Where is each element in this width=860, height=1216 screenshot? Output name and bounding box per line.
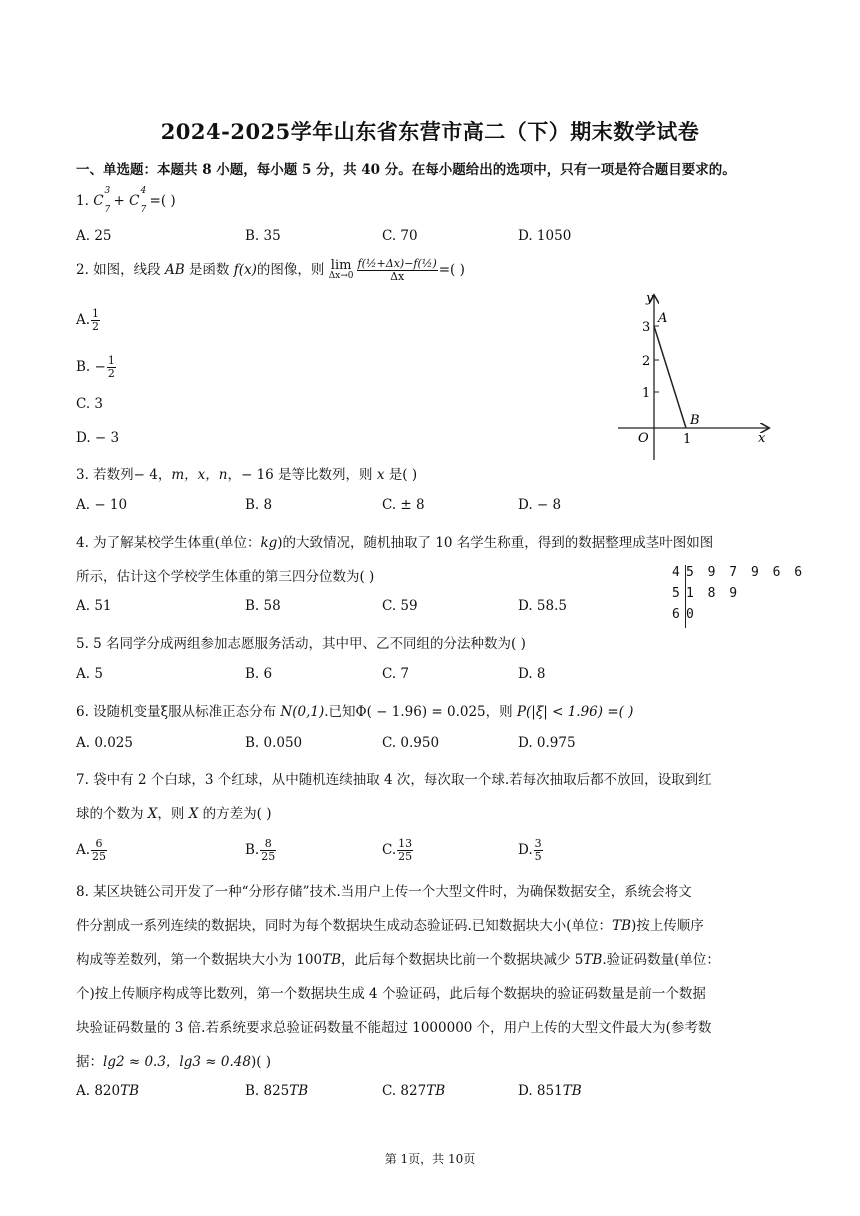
stem-and-leaf-plot [672, 565, 805, 628]
q2-text-mid: 是函数 [184, 262, 234, 278]
q4-option-c: C. 59 [382, 598, 418, 614]
limit-symbol [328, 257, 354, 282]
point-b-label: B [690, 413, 700, 428]
line-segment-graph [610, 288, 780, 463]
q2-option-d: D. − 3 [76, 430, 120, 446]
x-axis-label: x [758, 431, 766, 446]
q7-text-pre: 球的个数为 [76, 806, 148, 822]
leaves: 0 [686, 607, 697, 622]
frac-num: 6 [91, 838, 107, 851]
combination-expression: C 3 $_7$ + C 4 $_7$ [93, 186, 147, 215]
option-text: A. 820 [76, 1083, 121, 1099]
question-number: 1. [76, 193, 89, 209]
question-6 [76, 700, 633, 720]
q7-text-mid: ，则 [157, 806, 189, 822]
q8-option-b [245, 1083, 308, 1099]
q1-option-a: A. 25 [76, 228, 112, 244]
q3-tail: 是( ) [384, 467, 418, 483]
q8-option-a [76, 1083, 139, 1099]
x-tick-label-1: 1 [683, 432, 692, 447]
stem-row-6 [672, 607, 805, 628]
q8-option-d [518, 1083, 582, 1099]
question-8-line-6 [76, 1050, 271, 1070]
frac-den: 2 [92, 320, 100, 333]
q8-ref-lg2: lg2 ≈ 0.3， [103, 1054, 180, 1070]
q3-option-d: D. − 8 [518, 497, 562, 513]
question-7-line-2 [76, 802, 271, 822]
leaves: 1 8 9 [686, 586, 741, 601]
q1-option-c: C. 70 [382, 228, 418, 244]
q5-option-b: B. 6 [245, 666, 273, 682]
page-footer: 第 1页，共 10页 [384, 1152, 476, 1166]
frac-den: 2 [107, 367, 115, 380]
q3-text-mid: ，− 16 是等比数列，则 [227, 467, 377, 483]
y-axis-label: y [646, 291, 654, 306]
q3-text-pre: 3. 若数列− 4， [76, 467, 172, 483]
option-text: C. 827 [382, 1083, 427, 1099]
question-8-line-5: 块验证码数量的 3 倍.若系统要求总验证码数量不能超过 1000000 个，用户上传的大型文件最大为(参考数 [76, 1020, 712, 1036]
origin-label: O [638, 431, 649, 446]
q8-text: 据： [76, 1054, 103, 1070]
q8-unit: TB [289, 1083, 309, 1099]
y-tick-label-3: 3 [642, 320, 651, 335]
q8-text: )按上传顺序 [631, 918, 704, 934]
stem: 5 [672, 586, 683, 601]
stem-divider [685, 565, 686, 628]
q8-unit: TB [612, 918, 631, 934]
y-tick-label-1: 1 [642, 386, 651, 401]
option-label: B. [245, 842, 260, 858]
frac-num: 3 [534, 837, 542, 850]
q7-option-b [245, 838, 277, 863]
q6-option-b: B. 0.050 [245, 735, 303, 751]
q8-text: )( ) [250, 1054, 272, 1070]
q6-distribution: N(0,1) [280, 704, 325, 720]
q6-text-pre: 6. 设随机变量ξ服从标准正态分布 [76, 704, 281, 720]
q2-text-pre: 2. 如图，线段 [76, 262, 165, 278]
q7-text-post: 的方差为( ) [198, 806, 272, 822]
q6-text-mid: .已知Φ( − 1.96) = 0.025，则 [324, 704, 517, 720]
q4-option-d: D. 58.5 [518, 598, 567, 614]
q3-vars: m，x，n [171, 467, 228, 483]
q5-option-d: D. 8 [518, 666, 546, 682]
q8-unit: TB [120, 1083, 140, 1099]
q6-probability: P(|ξ| < 1.96) =( ) [516, 704, 634, 720]
frac-numerator: f(½+Δx)−f(½) [357, 257, 437, 270]
question-5: 5. 5 名同学分成两组参加志愿服务活动，其中甲、乙不同组的分法种数为( ) [76, 636, 526, 652]
q8-unit: TB [426, 1083, 446, 1099]
q1-option-d: D. 1050 [518, 228, 572, 244]
q5-option-a: A. 5 [76, 666, 103, 682]
q4-text-post: )的大致情况，随机抽取了 10 名学生称重，得到的数据整理成茎叶图如图 [277, 535, 714, 551]
section-heading: 一、单选题：本题共 8 小题，每小题 5 分，共 40 分。在每小题给出的选项中，只有一项是符合题目要求的。 [76, 162, 736, 178]
q7-var: X [147, 806, 158, 822]
q6-option-c: C. 0.950 [382, 735, 440, 751]
frac-num: 1 [92, 307, 100, 320]
question-8-line-3 [76, 948, 720, 968]
lim-top: lim [330, 257, 352, 273]
q2-option-b [76, 355, 117, 380]
question-2 [76, 258, 465, 283]
stem-row-5 [672, 586, 805, 607]
frac-num: 13 [398, 837, 413, 850]
frac-num: 1 [107, 354, 115, 367]
q2-function: f(x) [233, 262, 257, 278]
frac-den: 5 [534, 850, 542, 863]
question-1 [76, 186, 176, 215]
q8-text: .验证码数量(单位： [602, 952, 720, 968]
q6-option-a: A. 0.025 [76, 735, 133, 751]
frac-denominator: Δx [390, 270, 405, 283]
q8-ref-lg3: lg3 ≈ 0.48 [179, 1054, 251, 1070]
stem: 4 [672, 565, 683, 580]
frac-den: 25 [261, 850, 276, 863]
option-label: A. [76, 312, 91, 328]
q8-unit: TB [562, 1083, 582, 1099]
y-tick-label-2: 2 [642, 354, 651, 369]
segment-ab [654, 326, 686, 428]
option-label: B. − [76, 359, 106, 375]
difference-quotient [357, 258, 438, 283]
q3-option-b: B. 8 [245, 497, 273, 513]
q8-text: 构成等差数列，第一个数据块大小为 100 [76, 952, 323, 968]
leaves: 5 9 7 9 6 6 [686, 565, 806, 580]
q8-text: ，此后每个数据块比前一个数据块减少 5 [341, 952, 584, 968]
stem-row-4 [672, 565, 805, 586]
q4-option-b: B. 58 [245, 598, 281, 614]
question-7-line-1: 7. 袋中有 2 个白球，3 个红球，从中随机连续抽取 4 次，每次取一个球.若每次抽取后都不放回，设取到红 [76, 772, 712, 788]
question-3 [76, 463, 417, 483]
q3-x: x [376, 467, 385, 483]
q7-option-a [76, 838, 108, 863]
q7-option-d [518, 838, 544, 863]
q6-option-d: D. 0.975 [518, 735, 576, 751]
point-a-label: A [658, 311, 668, 326]
page-title: 2024-2025学年山东省东营市高二（下）期末数学试卷 [160, 119, 700, 144]
question-4-line-2: 所示，估计这个学校学生体重的第三四分位数为( ) [76, 569, 375, 585]
q8-unit: TB [583, 952, 603, 968]
q4-text-pre: 4. 为了解某校学生体重(单位： [76, 535, 261, 551]
q2-tail: =( ) [438, 262, 465, 278]
q2-text-post: 的图像，则 [256, 262, 325, 278]
q3-option-c: C. ± 8 [382, 497, 425, 513]
option-label: A. [76, 842, 91, 858]
q3-option-a: A. − 10 [76, 497, 128, 513]
q7-var: X [188, 806, 199, 822]
question-8-line-1: 8. 某区块链公司开发了一种“分形存储”技术.当用户上传一个大型文件时，为确保数据安全，系统会将文 [76, 884, 692, 900]
frac-den: 25 [92, 850, 107, 863]
option-label: D. [518, 842, 533, 858]
question-4-line-1 [76, 531, 713, 551]
question-tail: =( ) [145, 193, 176, 209]
q1-option-b: B. 35 [245, 228, 281, 244]
q2-option-c: C. 3 [76, 396, 104, 412]
lim-bottom: Δx→0 [328, 270, 354, 281]
stem: 6 [672, 607, 683, 622]
option-text: D. 851 [518, 1083, 563, 1099]
q7-option-c [382, 838, 414, 863]
question-8-line-2 [76, 914, 704, 934]
q8-option-c [382, 1083, 445, 1099]
q8-text: 件分割成一系列连续的数据块，同时为每个数据块生成动态验证码.已知数据块大小(单位： [76, 918, 613, 934]
q2-option-a [76, 308, 101, 333]
q2-segment: AB [164, 262, 185, 278]
q5-option-c: C. 7 [382, 666, 410, 682]
frac-den: 25 [398, 850, 413, 863]
question-8-line-4: 个)按上传顺序构成等比数列，第一个数据块生成 4 个验证码，此后每个数据块的验证码数量是前一个数据 [76, 986, 706, 1002]
q4-unit: kg [260, 535, 278, 551]
q8-unit: TB [322, 952, 341, 968]
option-label: C. [382, 842, 397, 858]
frac-num: 8 [260, 838, 276, 851]
q4-option-a: A. 51 [76, 598, 112, 614]
option-text: B. 825 [245, 1083, 290, 1099]
